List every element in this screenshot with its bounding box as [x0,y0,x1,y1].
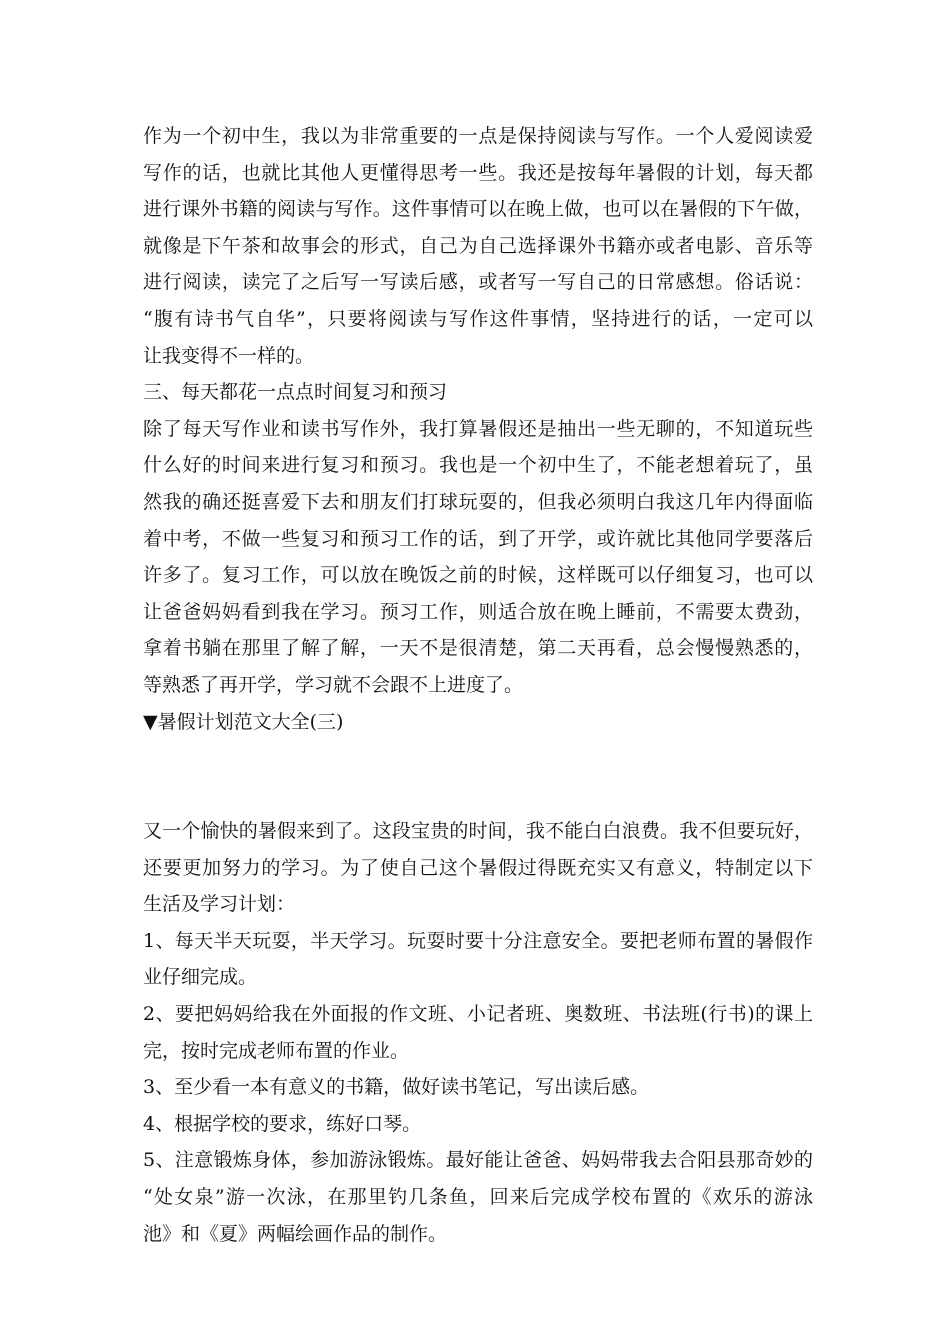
plan-item-2 [143,996,813,1069]
text-line: 4、根据学校的要求，练好口琴。 [143,1112,422,1135]
text-line: 业仔细完成。 [143,966,258,989]
text-line: 还要更加努力的学习。为了使自己这个暑假过得既充实又有意义，特制定以下 [143,856,813,879]
text-line: 写作的话，也就比其他人更懂得思考一些。我还是按每年暑假的计划，每天都 [143,161,813,184]
plan-item-4 [143,1106,813,1143]
text-line: 3、至少看一本有意义的书籍，做好读书笔记，写出读后感。 [143,1076,650,1099]
text-line: 完，按时完成老师布置的作业。 [143,1039,410,1062]
section-title-sample-three: ▼暑假计划范文大全(三) [143,710,344,733]
document-body [143,118,813,1252]
text-line: 池》和《夏》两幅绘画作品的制作。 [143,1222,448,1245]
text-line: 生活及学习计划： [143,893,296,916]
text-line: 让我变得不一样的。 [143,344,315,367]
text-line: 进行阅读，读完了之后写一写读后感，或者写一写自己的日常感想。俗话说： [143,271,813,294]
text-line: 1、每天半天玩耍，半天学习。玩耍时要十分注意安全。要把老师布置的暑假作 [143,929,813,952]
text-line: 除了每天写作业和读书写作外，我打算暑假还是抽出一些无聊的，不知道玩些 [143,417,813,440]
text-line: 拿着书躺在那里了解了解，一天不是很清楚，第二天再看，总会慢慢熟悉的， [143,637,813,660]
text-line: 许多了。复习工作，可以放在晚饭之前的时候，这样既可以仔细复习，也可以 [143,564,813,587]
text-line: 5、注意锻炼身体，参加游泳锻炼。最好能让爸爸、妈妈带我去合阳县那奇妙的 [143,1149,813,1172]
text-line: 然我的确还挺喜爱下去和朋友们打球玩耍的，但我必须明白我这几年内得面临 [143,490,813,513]
plan-item-1 [143,923,813,996]
text-line: 什么好的时间来进行复习和预习。我也是一个初中生了，不能老想着玩了，虽 [143,454,813,477]
paragraph-reading-writing [143,118,813,374]
text-line: 作为一个初中生，我以为非常重要的一点是保持阅读与写作。一个人爱阅读爱 [143,125,813,147]
text-line: “处女泉”游一次泳，在那里钓几条鱼，回来后完成学校布置的《欢乐的游泳 [143,1186,813,1209]
text-line: 着中考，不做一些复习和预习工作的话，到了开学，或许就比其他同学要落后 [143,527,813,550]
plan-item-5 [143,1142,813,1252]
text-line: 就像是下午茶和故事会的形式，自己为自己选择课外书籍亦或者电影、音乐等 [143,234,813,257]
text-line: 让爸爸妈妈看到我在学习。预习工作，则适合放在晚上睡前，不需要太费劲， [143,600,813,623]
text-line: 进行课外书籍的阅读与写作。这件事情可以在晚上做，也可以在暑假的下午做， [143,198,813,221]
section-heading-review-preview: 三、每天都花一点点时间复习和预习 [143,381,448,404]
text-line: 等熟悉了再开学，学习就不会跟不上进度了。 [143,673,524,696]
paragraph-intro [143,813,813,923]
blank-spacer [143,740,813,813]
paragraph-review-preview [143,411,813,704]
text-line: 又一个愉快的暑假来到了。这段宝贵的时间，我不能白白浪费。我不但要玩好， [143,820,813,843]
text-line: 2、要把妈妈给我在外面报的作文班、小记者班、奥数班、书法班(行书)的课上 [143,1003,813,1026]
text-line: “腹有诗书气自华”，只要将阅读与写作这件事情，坚持进行的话，一定可以 [143,307,813,330]
plan-item-3 [143,1069,813,1106]
